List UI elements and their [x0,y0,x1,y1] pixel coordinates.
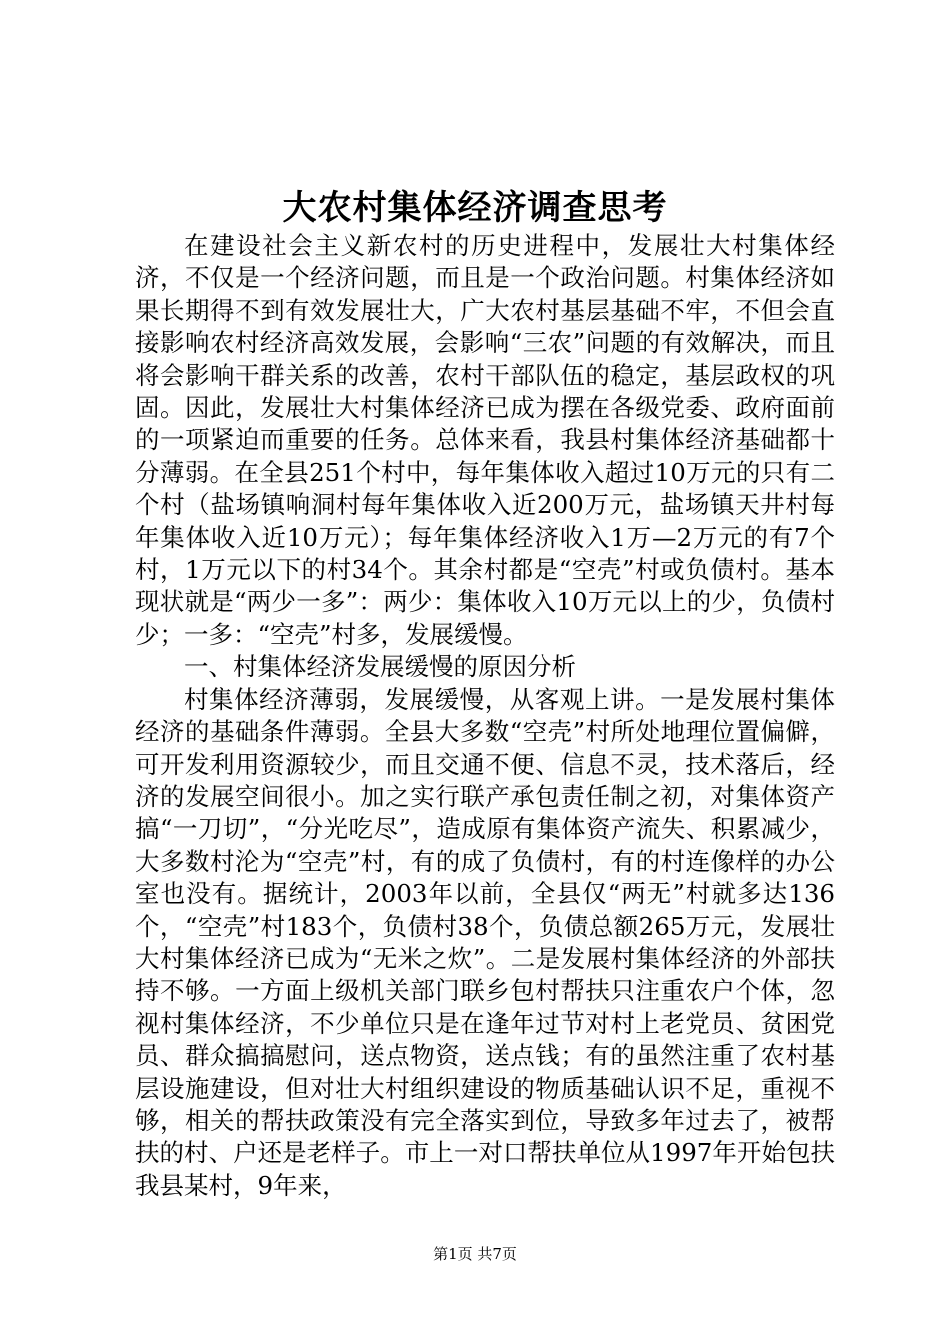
paragraph-analysis: 村集体经济薄弱，发展缓慢，从客观上讲。一是发展村集体经济的基础条件薄弱。全县大多数“空壳”村所处地理位置偏僻，可开发利用资源较少，而且交通不便、信息不灵，技术落后，经济的发展空间很小。加之实行联产承包责任制之初，对集体资产搞“一刀切”，“分光吃尽”，造成原有集体资产流失、积累减少，大多数村沦为“空壳”村，有的成了负债村，有的村连像样的办公室也没有。据统计，2003年以前，全县仅“两无”村就多达136个，“空壳”村183个，负债村38个，负债总额265万元，发展壮大村集体经济已成为“无米之炊”。二是发展村集体经济的外部扶持不够。一方面上级机关部门联乡包村帮扶只注重农户个体，忽视村集体经济，不少单位只是在逢年过节对村上老党员、贫困党员、群众搞搞慰问，送点物资，送点钱；有的虽然注重了农村基层设施建设，但对壮大村组织建设的物质基础认识不足，重视不够，相关的帮扶政策没有完全落实到位，导致多年过去了，被帮扶的村、户还是老样子。市上一对口帮扶单位从1997年开始包扶我县某村，9年来， [135,684,835,1200]
document-body [135,230,835,1202]
page-footer: 第1页 共7页 [433,1245,517,1263]
document-title: 大农村集体经济调查思考 [282,188,668,228]
paragraph-intro: 在建设社会主义新农村的历史进程中，发展壮大村集体经济，不仅是一个经济问题，而且是一个政治问题。村集体经济如果长期得不到有效发展壮大，广大农村基层基础不牢，不但会直接影响农村经济高效发展，会影响“三农”问题的有效解决，而且将会影响干群关系的改善，农村干部队伍的稳定，基层政权的巩固。因此，发展壮大村集体经济已成为摆在各级党委、政府面前的一项紧迫而重要的任务。总体来看，我县村集体经济基础都十分薄弱。在全县251个村中，每年集体收入超过10万元的只有二个村（盐场镇响洞村每年集体收入近200万元，盐场镇天井村每年集体收入近10万元）；每年集体经济收入1万—2万元的有7个村，1万元以下的村34个。其余村都是“空壳”村或负债村。基本现状就是“两少一多”：两少：集体收入10万元以上的少，负债村少；一多：“空壳”村多，发展缓慢。 [135,231,835,649]
section-heading-1: 一、村集体经济发展缓慢的原因分析 [184,652,576,682]
